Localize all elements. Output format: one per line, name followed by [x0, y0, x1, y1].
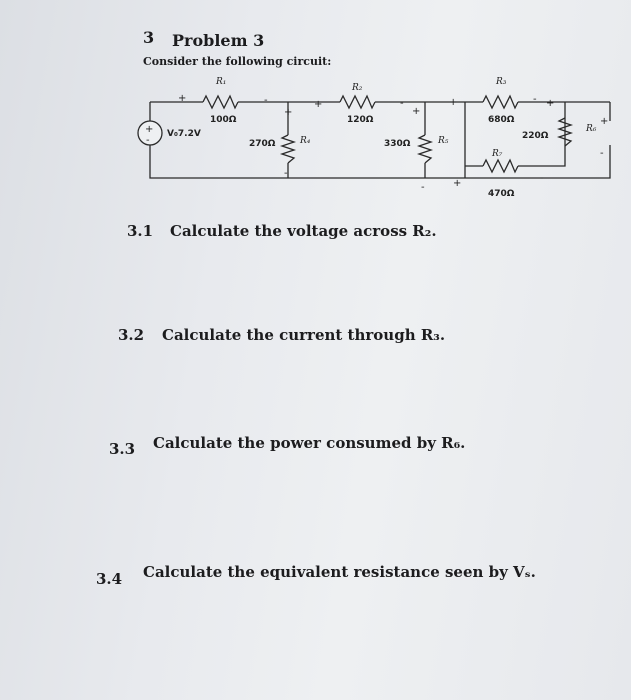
svg-text:+: + [314, 99, 323, 110]
source-plus-sign: + [145, 124, 154, 135]
svg-text:+: + [546, 98, 555, 109]
question-3-1-text: Calculate the voltage across R₂. [170, 222, 437, 240]
svg-text:-: - [421, 182, 425, 193]
r7-name: R₇ [492, 149, 503, 159]
resistor-r3 [483, 96, 518, 108]
svg-text:-: - [533, 94, 537, 105]
resistor-r4 [282, 135, 294, 163]
svg-text:-: - [284, 168, 288, 179]
r3-name: R₃ [496, 77, 507, 87]
question-3-2-number: 3.2 [118, 326, 145, 344]
r6-value: 220Ω [522, 131, 549, 141]
question-3-4-text: Calculate the equivalent resistance seen by Vₛ. [143, 563, 536, 581]
svg-text:+: + [600, 116, 609, 127]
svg-text:-: - [264, 95, 268, 106]
svg-text:-: - [600, 148, 604, 159]
question-3-3-number: 3.3 [109, 440, 136, 458]
r2-name: R₂ [352, 83, 363, 93]
r5-value: 330Ω [384, 139, 411, 149]
problem-number: 3 [143, 28, 155, 47]
r1-name: R₁ [216, 77, 227, 87]
r1-value: 100Ω [210, 115, 237, 125]
resistor-r1 [203, 96, 238, 108]
r2-value: 120Ω [347, 115, 374, 125]
question-3-3-text: Calculate the power consumed by R₆. [153, 434, 466, 452]
resistor-r5 [419, 135, 431, 163]
svg-text:+: + [284, 107, 293, 118]
resistor-r7 [483, 160, 518, 172]
voltage-source-vs [138, 121, 162, 146]
source-minus-sign: - [146, 135, 150, 146]
problem-title: Problem 3 [172, 31, 265, 50]
question-3-2-text: Calculate the current through R₃. [162, 326, 446, 344]
question-3-1-number: 3.1 [127, 222, 154, 240]
svg-text:-: - [540, 173, 544, 184]
source-label: V₀7.2V [167, 129, 201, 139]
r3-value: 680Ω [488, 115, 515, 125]
svg-text:+: + [449, 97, 458, 108]
r6-name: R₆ [586, 124, 597, 134]
svg-text:-: - [400, 98, 404, 109]
r4-value: 270Ω [249, 139, 276, 149]
svg-text:+: + [453, 178, 462, 189]
problem-intro: Consider the following circuit: [143, 55, 332, 68]
r7-value: 470Ω [488, 189, 515, 199]
r5-name: R₅ [438, 136, 449, 146]
question-3-4-number: 3.4 [96, 570, 123, 588]
r4-name: R₄ [300, 136, 311, 146]
svg-text:+: + [178, 93, 187, 104]
svg-text:+: + [412, 106, 421, 117]
resistor-r2 [340, 96, 375, 108]
